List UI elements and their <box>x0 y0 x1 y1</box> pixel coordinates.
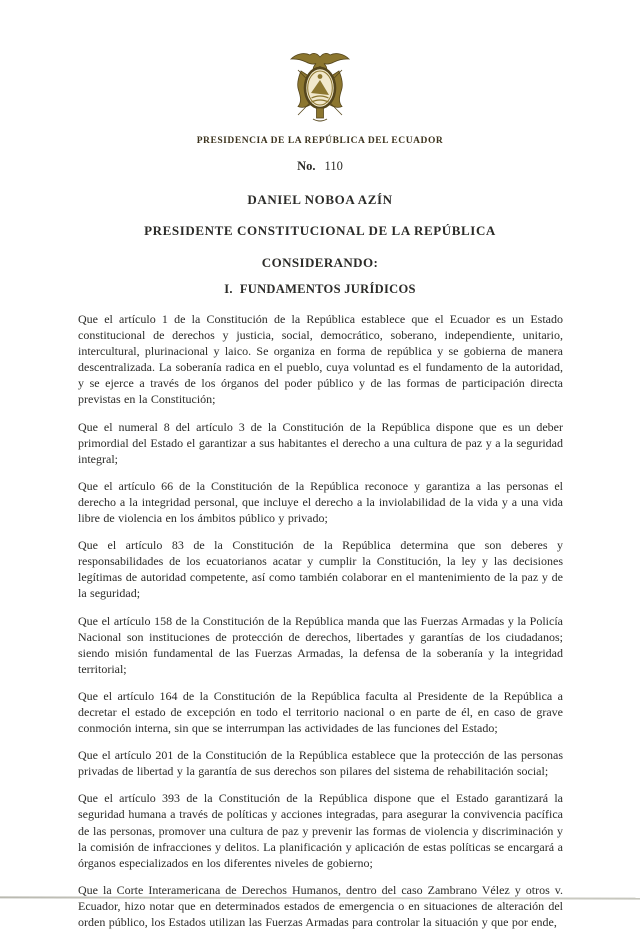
president-name: DANIEL NOBOA AZÍN <box>247 192 393 207</box>
recital-paragraph: Que el numeral 8 del artículo 3 de la Constitución de la República dispone que es un deber primordial del Estado el garantizar a sus habitantes el derecho a una cultura de paz y a la seguridad integral; <box>78 419 563 466</box>
section-heading <box>0 282 640 297</box>
document-number-label: No. <box>297 159 316 173</box>
recital-paragraph: Que el artículo 164 de la Constitución de la República faculta al Presidente de la República a decretar el estado de excepción en todo el territorio nacional o en parte de él, en caso de grave conmoción interna, sin que se interrumpan las actividades de las funciones del Estado; <box>78 688 563 736</box>
recital-paragraph: Que el artículo 393 de la Constitución de la República dispone que el Estado garantizará la seguridad humana a través de políticas y acciones integradas, para asegurar la convivencia pacífica de las personas, promover una cultura de paz y prevenir las formas de violencia y discriminación y la comisión de infracciones y delitos. La planificación y aplicación de estas políticas se encargará a órganos especializados en los diferentes niveles de gobierno; <box>78 791 563 870</box>
recital-paragraph: Que el artículo 83 de la Constitución de la República determina que son deberes y responsabilidades de los ecuatorianos acatar y cumplir la Constitución, la ley y las decisiones legítimas de autoridad competente, así como también colaborar en el mantenimiento de la paz y de la seguridad; <box>78 538 563 601</box>
section-number: I. <box>224 282 233 296</box>
recital-paragraph: Que el artículo 66 de la Constitución de la República reconoce y garantiza a las personas el derecho a la integridad personal, que incluye el derecho a la inviolabilidad de la vida y a una vida libre de violencia en los ámbitos público y privado; <box>78 478 563 526</box>
document-number <box>0 159 640 174</box>
section-title: FUNDAMENTOS JURÍDICOS <box>239 282 416 296</box>
document-number-value: 110 <box>324 159 343 173</box>
document-body <box>78 311 563 930</box>
ecuador-coat-of-arms-icon <box>286 50 354 124</box>
president-title: PRESIDENTE CONSTITUCIONAL DE LA REPÚBLICA <box>144 223 496 238</box>
document-header <box>0 0 640 297</box>
recital-paragraph: Que el artículo 201 de la Constitución de la República establece que la protección de las personas privadas de libertad y la garantía de sus derechos son pilares del sistema de rehabilitación social; <box>78 748 563 779</box>
recital-paragraph: Que el artículo 158 de la Constitución de la República manda que las Fuerzas Armadas y la Policía Nacional son instituciones de protección de derechos, libertades y garantías de los ciudadanos; siendo misión fundamental de las Fuerzas Armadas, la defensa de la soberanía y la integridad territorial; <box>78 613 563 676</box>
recital-paragraph: Que la Corte Interamericana de Derechos Humanos, dentro del caso Zambrano Vélez y otros v. Ecuador, hizo notar que en determinados estados de emergencia o en situaciones de alteración del orden público, los Estados utilizan las Fuerzas Armadas para controlar la situación y que por ende, <box>78 882 563 929</box>
org-name: PRESIDENCIA DE LA REPÚBLICA DEL ECUADOR <box>196 136 444 146</box>
considering-heading: CONSIDERANDO: <box>261 255 379 270</box>
recital-paragraph: Que el artículo 1 de la Constitución de la República establece que el Ecuador es un Estado constitucional de derechos y justicia, social, democrático, soberano, independiente, unitario, intercultural, plurinacional y laico. Se organiza en forma de república y se gobierna de manera descentralizada. La soberanía radica en el pueblo, cuya voluntad es el fundamento de la autoridad, y se ejerce a través de los órganos del poder público y de las formas de participación directa previstas en la Constitución; <box>78 312 563 407</box>
